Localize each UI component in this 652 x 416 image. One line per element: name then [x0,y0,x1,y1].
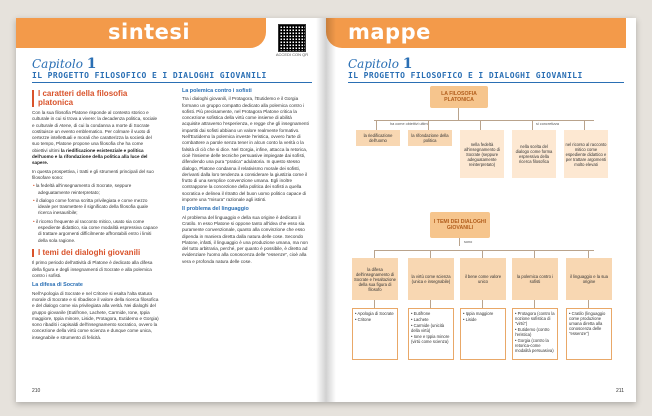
connector-line [482,300,483,308]
paragraph: In questa prospettiva, i tratti e gli strumenti principali del suo filosofare sono: [32,168,154,180]
map-list-item: • Apologia di Socrate [355,311,394,316]
page-number: 211 [616,388,624,394]
map-node-level1: nella fedeltà all'insegnamento di Socrate (seppure adeguatamente reinterpretato) [460,130,504,178]
connector-line [428,120,429,130]
map-list-item: • Lachete [411,317,429,322]
right-page [326,18,636,402]
edge-label: si concretizza [536,122,560,126]
connector-line [532,120,533,130]
chapter-word: Capitolo [348,57,399,71]
map-list-item: • Critone [355,317,372,322]
map-node-level2: il bene come valore unico [460,258,506,300]
paragraph: Il primo periodo dell'attività di Platone è dedicato alla difesa della figura e degli insegnamenti di Socrate e alla polemica contro i sofisti. [32,260,153,279]
connector-line [458,108,459,120]
chapter-heading [348,56,413,72]
map-list-item: • Cratilo (linguaggio come produzione umana diretta alla conoscenza delle "essenze") [569,311,606,336]
map-list-item: • Protagora (contro la nozione sofistica di "virtù") [515,311,555,326]
paragraph: Tra i dialoghi giovanili, il Protagora, l'Eutidemo e il Gorgia formano un gruppo compatto dedicato alla polemica contro i sofisti. Più precisamente, nel Protagora Platone critica la concezione sofistica della virtù come insieme di abilità acquisite attraverso l'esperienza, e regge che gli insegnamenti impartiti dai sofisti abbiano un valore realmente formativo. Nell'Eutidemo la polemica investe l'eristica, ovvero l'arte di combattere a parole senza tener in alcun conto la verità o la falsità di ciò che si dice. Nel Gorgia, infine, attacca la retorica, cioè l'insieme delle tecniche persuasive impiegate dai sofisti, difendendo una pura "pratica" adulatoria. In questo stesso dialogo, Platone condanna il relativismo morale dei sofisti, derivanti dalla loro tendenza a considerare la giustizia come il frutto di una semplice convenzione umana. Egli inoltre contrappone la concezione della politica dei sofisti a quella socratica e delinea il ritratto del buon uomo politico capace di imporre una "misura" razionale agli istinti. [182,96,309,203]
connector-line [430,250,431,258]
chapter-title: IL PROGETTO FILOSOFICO E I DIALOGHI GIOVANILI [32,71,267,80]
map-node-level3 [512,308,558,360]
chapter-heading [32,56,97,72]
map-node-level1: la rifondazione della politica [408,130,452,146]
section-heading: I caratteri della filosofia platonica [32,90,159,107]
connector-line [534,300,535,308]
map-node-level3 [566,308,612,360]
paragraph: Al problema del linguaggio e della sua origine è dedicato il Cratilo. In esso Platone si oppone tanto all'idea che esso sia puramente convenzionale, quanto alla convinzione che esso dipenda in maniera diretta dalla natura delle cose. Secondo Platone, infatti, il linguaggio è una produzione umana, ma non del tutto arbitraria, perché, per quanto è possibile, è diretto ad evidenziare l'uomo alla conoscenza delle "essenze", cioè alla vera e profonda natura delle cose. [182,214,308,264]
connector-line [374,250,375,258]
chapter-word: Capitolo [32,57,83,71]
map-list-item: • Carmide (unicità della virtù) [411,323,445,333]
connector-line [588,250,589,258]
section-title: sintesi [108,20,191,44]
qr-label: ACCEDI CON QR [275,52,309,57]
map-node-level1: nel ricorso al racconto mitico come espediente didattico e per trattare argomenti molto elevati [564,130,608,178]
paragraph: Nell'Apologia di Socrate e nel Critone si esalta l'alta statura morale di Socrate e si ribadisce il valore della ricerca filosofica e del dialogo come via privilegiata alla verità. Nei dialoghi del gruppo giovanile (Eutifrone, Lachete, Carmide, Ione, Ippia maggiore, Ippia minore, Liside, Protagora, Eutidemo e Gorgia) sono ribaditi i capisaldi dell'insegnamento socratico, ovvero la concezione della virtù come scienza e dunque come unica, insegnabile e strumento di felicità. [32,290,159,340]
connector-line [374,120,594,121]
left-page [16,18,326,402]
map-node-level3 [460,308,506,360]
map-node-level2: il linguaggio e la sua origine [566,258,612,300]
map-node-level2: la difesa dell'insegnamento di Socrate e l'esaltazione della sua figura di filosofo [352,258,398,300]
connector-line [482,250,483,258]
map-node-level2: la polemica contro i sofisti [512,258,558,300]
page-number: 210 [32,388,41,394]
text-column-2 [182,88,309,267]
connector-line [534,250,535,258]
map-list-item: • Liside [463,317,477,322]
connector-line [374,250,594,251]
list-item: • il dialogo come forma scritta privilegiata e come mezzo ideale per trasmettere il significato della filosofia quale ricerca inesauribile; [32,198,159,217]
map-list-item: • Ione e Ippia minore (virtù come scienza) [411,334,450,344]
subheading: Il problema del linguaggio [182,206,249,213]
connector-line [376,120,377,130]
map-root-node: LA FILOSOFIA PLATONICA [430,86,488,108]
chapter-title: IL PROGETTO FILOSOFICO E I DIALOGHI GIOVANILI [348,71,583,80]
map-root-node: I TEMI DEI DIALOGHI GIOVANILI [430,212,490,238]
map-list-item: • Ippia maggiore [463,311,494,316]
subheading: La difesa di Socrate [32,282,83,289]
map-list-item: • Gorgia (contro la retorica-come modalità persuasiva) [515,338,554,353]
connector-line [374,300,375,308]
section-tab-left [16,18,266,48]
divider [32,82,312,83]
subheading: La polemica contro i sofisti [182,88,252,94]
connector-line [588,300,589,308]
map-node-level3 [352,308,398,360]
chapter-number: 1 [402,56,413,72]
open-book [16,18,636,402]
map-list-item: • Eutifrone [411,311,431,316]
list-item: • la fedeltà all'insegnamento di Socrate, seppure adeguatamente reinterpretato; [32,183,159,196]
section-tab-right [326,18,626,48]
map-node-level3 [408,308,454,360]
edge-label: sono [464,240,473,244]
section-heading: I temi dei dialoghi giovanili [32,249,159,258]
chapter-number: 1 [86,56,97,72]
edge-label: ha come obiettivi ultimi [390,122,429,126]
map-node-level2: la virtù come scienza (unica e insegnabile) [408,258,454,300]
map-list-item: • Eutidemo (contro l'eristica) [515,327,550,337]
divider [348,82,624,83]
qr-code-icon[interactable] [278,24,306,52]
paragraph: Con la sua filosofia Platone risponde al contesto storico e culturale in cui si trova a vivere: la decadenza politica, sociale e culturale di Atene, di cui la condanna a morte di Socrate costituisce un evento emblematico. Per colmare il vuoto di certezze intellettuali e morali che caratterizza la società del suo tempo, Platone propone una filosofia che ha come obiettivi ultimi la riedificazione esistenziale e politica dell'uomo e la rifondazione della politica alla luce del sapere. [32,110,158,166]
list-item: • il ricorso frequente al racconto mitico, usato sia come espediente didattico, sia come modalità espressiva capace di trattare argomenti difficilmente affrontabili entro i limiti della sola ragione. [32,219,159,244]
map-node-level1: nella scelta del dialogo come forma espressiva della ricerca filosofica [512,130,556,178]
connector-line [480,120,481,130]
text-column-1 [32,88,159,343]
connector-line [430,300,431,308]
connector-line [584,120,585,130]
map-node-level1: la riedificazione dell'uomo [356,130,400,146]
connector-line [459,238,460,246]
section-title: mappe [348,20,431,44]
